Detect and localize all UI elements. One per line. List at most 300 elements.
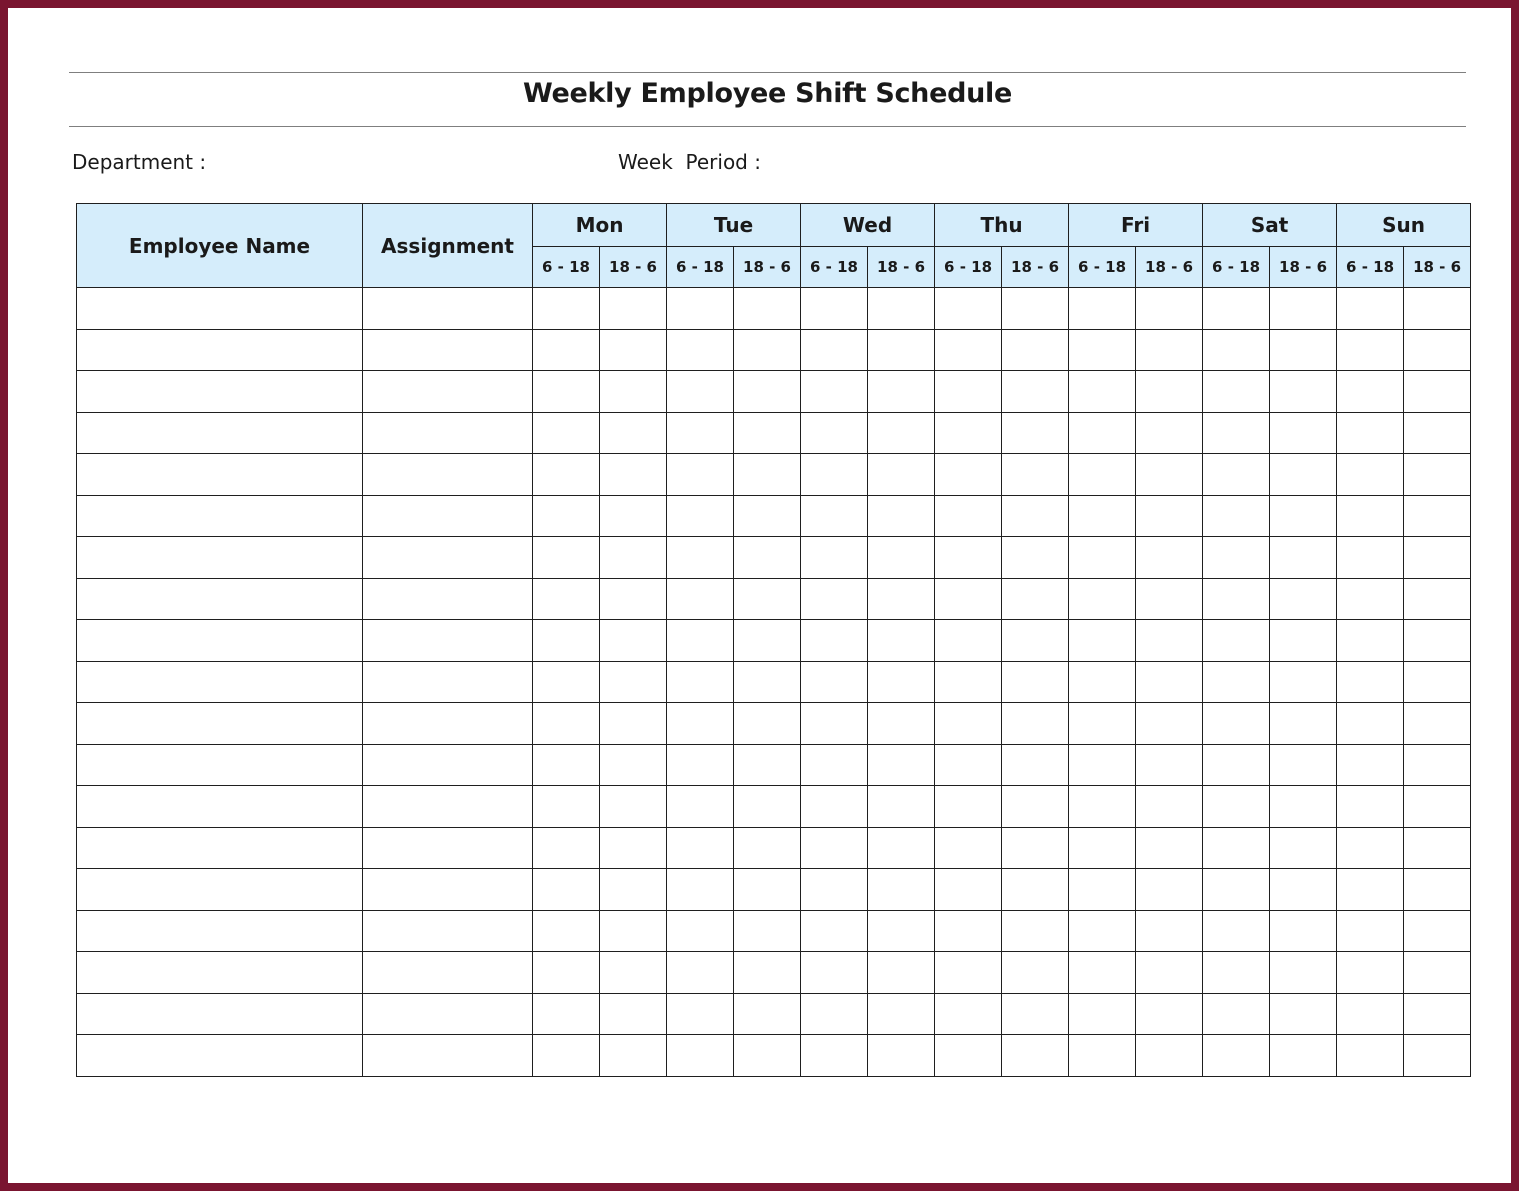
shift-cell[interactable]	[1136, 952, 1203, 994]
employee-name-cell[interactable]	[77, 869, 363, 911]
shift-cell[interactable]	[1337, 578, 1404, 620]
shift-cell[interactable]	[600, 495, 667, 537]
shift-cell[interactable]	[600, 910, 667, 952]
shift-cell[interactable]	[868, 454, 935, 496]
shift-cell[interactable]	[1069, 454, 1136, 496]
shift-cell[interactable]	[1002, 910, 1069, 952]
shift-cell[interactable]	[1002, 620, 1069, 662]
shift-cell[interactable]	[734, 454, 801, 496]
shift-cell[interactable]	[868, 952, 935, 994]
shift-cell[interactable]	[1136, 288, 1203, 330]
shift-cell[interactable]	[935, 786, 1002, 828]
shift-cell[interactable]	[1203, 869, 1270, 911]
employee-name-cell[interactable]	[77, 827, 363, 869]
shift-cell[interactable]	[667, 495, 734, 537]
shift-cell[interactable]	[533, 495, 600, 537]
shift-cell[interactable]	[935, 744, 1002, 786]
shift-cell[interactable]	[667, 412, 734, 454]
shift-cell[interactable]	[868, 910, 935, 952]
shift-cell[interactable]	[1002, 703, 1069, 745]
shift-cell[interactable]	[1337, 329, 1404, 371]
shift-cell[interactable]	[1136, 744, 1203, 786]
shift-cell[interactable]	[667, 454, 734, 496]
shift-cell[interactable]	[868, 827, 935, 869]
assignment-cell[interactable]	[363, 661, 533, 703]
shift-cell[interactable]	[734, 703, 801, 745]
shift-cell[interactable]	[935, 371, 1002, 413]
shift-cell[interactable]	[935, 288, 1002, 330]
assignment-cell[interactable]	[363, 620, 533, 662]
shift-cell[interactable]	[600, 288, 667, 330]
shift-cell[interactable]	[600, 869, 667, 911]
shift-cell[interactable]	[1069, 869, 1136, 911]
shift-cell[interactable]	[734, 288, 801, 330]
shift-cell[interactable]	[1002, 786, 1069, 828]
shift-cell[interactable]	[600, 744, 667, 786]
shift-cell[interactable]	[1404, 869, 1471, 911]
employee-name-cell[interactable]	[77, 578, 363, 620]
shift-cell[interactable]	[868, 620, 935, 662]
shift-cell[interactable]	[1136, 537, 1203, 579]
shift-cell[interactable]	[1069, 993, 1136, 1035]
shift-cell[interactable]	[1203, 744, 1270, 786]
shift-cell[interactable]	[600, 786, 667, 828]
shift-cell[interactable]	[1270, 329, 1337, 371]
shift-cell[interactable]	[1136, 993, 1203, 1035]
shift-cell[interactable]	[1337, 910, 1404, 952]
shift-cell[interactable]	[1404, 703, 1471, 745]
employee-name-cell[interactable]	[77, 329, 363, 371]
shift-cell[interactable]	[533, 454, 600, 496]
shift-cell[interactable]	[1270, 661, 1337, 703]
shift-cell[interactable]	[1270, 454, 1337, 496]
shift-cell[interactable]	[801, 495, 868, 537]
shift-cell[interactable]	[1002, 288, 1069, 330]
shift-cell[interactable]	[1136, 786, 1203, 828]
shift-cell[interactable]	[1203, 661, 1270, 703]
employee-name-cell[interactable]	[77, 910, 363, 952]
shift-cell[interactable]	[801, 1035, 868, 1077]
shift-cell[interactable]	[868, 993, 935, 1035]
assignment-cell[interactable]	[363, 869, 533, 911]
shift-cell[interactable]	[935, 578, 1002, 620]
shift-cell[interactable]	[533, 412, 600, 454]
shift-cell[interactable]	[533, 1035, 600, 1077]
employee-name-cell[interactable]	[77, 495, 363, 537]
shift-cell[interactable]	[1002, 329, 1069, 371]
shift-cell[interactable]	[600, 371, 667, 413]
shift-cell[interactable]	[1069, 1035, 1136, 1077]
shift-cell[interactable]	[801, 371, 868, 413]
shift-cell[interactable]	[1069, 620, 1136, 662]
shift-cell[interactable]	[1404, 910, 1471, 952]
shift-cell[interactable]	[1337, 288, 1404, 330]
employee-name-cell[interactable]	[77, 1035, 363, 1077]
shift-cell[interactable]	[1337, 371, 1404, 413]
shift-cell[interactable]	[734, 1035, 801, 1077]
employee-name-cell[interactable]	[77, 703, 363, 745]
shift-cell[interactable]	[1270, 744, 1337, 786]
shift-cell[interactable]	[1203, 288, 1270, 330]
shift-cell[interactable]	[1069, 744, 1136, 786]
shift-cell[interactable]	[533, 786, 600, 828]
shift-cell[interactable]	[1404, 1035, 1471, 1077]
shift-cell[interactable]	[1136, 703, 1203, 745]
employee-name-cell[interactable]	[77, 744, 363, 786]
shift-cell[interactable]	[801, 537, 868, 579]
shift-cell[interactable]	[600, 620, 667, 662]
employee-name-cell[interactable]	[77, 993, 363, 1035]
shift-cell[interactable]	[801, 952, 868, 994]
shift-cell[interactable]	[734, 371, 801, 413]
shift-cell[interactable]	[1337, 537, 1404, 579]
shift-cell[interactable]	[734, 952, 801, 994]
shift-cell[interactable]	[868, 329, 935, 371]
shift-cell[interactable]	[1203, 703, 1270, 745]
shift-cell[interactable]	[734, 744, 801, 786]
shift-cell[interactable]	[801, 827, 868, 869]
shift-cell[interactable]	[600, 537, 667, 579]
shift-cell[interactable]	[1404, 993, 1471, 1035]
shift-cell[interactable]	[533, 827, 600, 869]
shift-cell[interactable]	[1337, 786, 1404, 828]
shift-cell[interactable]	[1270, 993, 1337, 1035]
shift-cell[interactable]	[667, 578, 734, 620]
assignment-cell[interactable]	[363, 371, 533, 413]
shift-cell[interactable]	[1136, 454, 1203, 496]
shift-cell[interactable]	[801, 661, 868, 703]
assignment-cell[interactable]	[363, 412, 533, 454]
shift-cell[interactable]	[935, 827, 1002, 869]
shift-cell[interactable]	[1404, 952, 1471, 994]
employee-name-cell[interactable]	[77, 412, 363, 454]
shift-cell[interactable]	[801, 578, 868, 620]
assignment-cell[interactable]	[363, 495, 533, 537]
shift-cell[interactable]	[600, 952, 667, 994]
shift-cell[interactable]	[1270, 952, 1337, 994]
shift-cell[interactable]	[868, 744, 935, 786]
shift-cell[interactable]	[600, 454, 667, 496]
shift-cell[interactable]	[600, 827, 667, 869]
shift-cell[interactable]	[868, 371, 935, 413]
shift-cell[interactable]	[868, 1035, 935, 1077]
shift-cell[interactable]	[868, 786, 935, 828]
shift-cell[interactable]	[801, 744, 868, 786]
shift-cell[interactable]	[734, 578, 801, 620]
shift-cell[interactable]	[1270, 1035, 1337, 1077]
shift-cell[interactable]	[1404, 288, 1471, 330]
shift-cell[interactable]	[1270, 869, 1337, 911]
shift-cell[interactable]	[801, 786, 868, 828]
shift-cell[interactable]	[533, 537, 600, 579]
shift-cell[interactable]	[1404, 371, 1471, 413]
assignment-cell[interactable]	[363, 993, 533, 1035]
shift-cell[interactable]	[734, 329, 801, 371]
shift-cell[interactable]	[1002, 744, 1069, 786]
shift-cell[interactable]	[1136, 1035, 1203, 1077]
shift-cell[interactable]	[868, 495, 935, 537]
shift-cell[interactable]	[1069, 288, 1136, 330]
shift-cell[interactable]	[935, 703, 1002, 745]
shift-cell[interactable]	[801, 869, 868, 911]
shift-cell[interactable]	[533, 910, 600, 952]
assignment-cell[interactable]	[363, 454, 533, 496]
shift-cell[interactable]	[1337, 952, 1404, 994]
shift-cell[interactable]	[1002, 869, 1069, 911]
shift-cell[interactable]	[600, 578, 667, 620]
employee-name-cell[interactable]	[77, 661, 363, 703]
shift-cell[interactable]	[1270, 703, 1337, 745]
shift-cell[interactable]	[1002, 661, 1069, 703]
shift-cell[interactable]	[801, 910, 868, 952]
shift-cell[interactable]	[533, 869, 600, 911]
shift-cell[interactable]	[1404, 620, 1471, 662]
shift-cell[interactable]	[1069, 703, 1136, 745]
shift-cell[interactable]	[935, 869, 1002, 911]
shift-cell[interactable]	[667, 993, 734, 1035]
shift-cell[interactable]	[1270, 288, 1337, 330]
shift-cell[interactable]	[533, 578, 600, 620]
assignment-cell[interactable]	[363, 952, 533, 994]
shift-cell[interactable]	[1069, 578, 1136, 620]
shift-cell[interactable]	[1270, 827, 1337, 869]
shift-cell[interactable]	[801, 993, 868, 1035]
shift-cell[interactable]	[935, 1035, 1002, 1077]
shift-cell[interactable]	[667, 371, 734, 413]
employee-name-cell[interactable]	[77, 786, 363, 828]
shift-cell[interactable]	[1404, 661, 1471, 703]
shift-cell[interactable]	[734, 661, 801, 703]
shift-cell[interactable]	[1337, 703, 1404, 745]
shift-cell[interactable]	[1270, 371, 1337, 413]
shift-cell[interactable]	[1136, 495, 1203, 537]
shift-cell[interactable]	[734, 910, 801, 952]
shift-cell[interactable]	[1069, 329, 1136, 371]
shift-cell[interactable]	[935, 454, 1002, 496]
employee-name-cell[interactable]	[77, 952, 363, 994]
shift-cell[interactable]	[1069, 910, 1136, 952]
shift-cell[interactable]	[1404, 329, 1471, 371]
shift-cell[interactable]	[1203, 412, 1270, 454]
shift-cell[interactable]	[1002, 827, 1069, 869]
assignment-cell[interactable]	[363, 827, 533, 869]
shift-cell[interactable]	[1002, 454, 1069, 496]
shift-cell[interactable]	[734, 827, 801, 869]
shift-cell[interactable]	[1136, 661, 1203, 703]
shift-cell[interactable]	[1136, 620, 1203, 662]
shift-cell[interactable]	[667, 1035, 734, 1077]
assignment-cell[interactable]	[363, 288, 533, 330]
assignment-cell[interactable]	[363, 1035, 533, 1077]
shift-cell[interactable]	[1203, 827, 1270, 869]
shift-cell[interactable]	[1203, 454, 1270, 496]
shift-cell[interactable]	[1203, 371, 1270, 413]
shift-cell[interactable]	[1337, 412, 1404, 454]
shift-cell[interactable]	[1404, 744, 1471, 786]
shift-cell[interactable]	[1337, 661, 1404, 703]
shift-cell[interactable]	[1136, 371, 1203, 413]
shift-cell[interactable]	[533, 620, 600, 662]
shift-cell[interactable]	[868, 869, 935, 911]
shift-cell[interactable]	[935, 993, 1002, 1035]
shift-cell[interactable]	[667, 786, 734, 828]
shift-cell[interactable]	[734, 786, 801, 828]
shift-cell[interactable]	[1069, 371, 1136, 413]
shift-cell[interactable]	[801, 620, 868, 662]
shift-cell[interactable]	[600, 993, 667, 1035]
shift-cell[interactable]	[734, 869, 801, 911]
shift-cell[interactable]	[801, 412, 868, 454]
shift-cell[interactable]	[1203, 495, 1270, 537]
shift-cell[interactable]	[734, 993, 801, 1035]
shift-cell[interactable]	[667, 952, 734, 994]
shift-cell[interactable]	[935, 412, 1002, 454]
shift-cell[interactable]	[734, 495, 801, 537]
shift-cell[interactable]	[1270, 910, 1337, 952]
shift-cell[interactable]	[1002, 952, 1069, 994]
assignment-cell[interactable]	[363, 703, 533, 745]
assignment-cell[interactable]	[363, 744, 533, 786]
shift-cell[interactable]	[1002, 1035, 1069, 1077]
shift-cell[interactable]	[1069, 786, 1136, 828]
shift-cell[interactable]	[533, 661, 600, 703]
shift-cell[interactable]	[868, 288, 935, 330]
shift-cell[interactable]	[667, 537, 734, 579]
shift-cell[interactable]	[533, 329, 600, 371]
shift-cell[interactable]	[1203, 1035, 1270, 1077]
shift-cell[interactable]	[1069, 827, 1136, 869]
shift-cell[interactable]	[1337, 869, 1404, 911]
shift-cell[interactable]	[1136, 869, 1203, 911]
shift-cell[interactable]	[935, 661, 1002, 703]
shift-cell[interactable]	[1404, 537, 1471, 579]
shift-cell[interactable]	[1203, 952, 1270, 994]
shift-cell[interactable]	[1069, 952, 1136, 994]
shift-cell[interactable]	[1136, 412, 1203, 454]
shift-cell[interactable]	[1337, 620, 1404, 662]
shift-cell[interactable]	[667, 703, 734, 745]
shift-cell[interactable]	[868, 703, 935, 745]
shift-cell[interactable]	[533, 371, 600, 413]
shift-cell[interactable]	[935, 952, 1002, 994]
shift-cell[interactable]	[1270, 537, 1337, 579]
shift-cell[interactable]	[1337, 827, 1404, 869]
shift-cell[interactable]	[935, 329, 1002, 371]
shift-cell[interactable]	[868, 661, 935, 703]
shift-cell[interactable]	[1203, 537, 1270, 579]
shift-cell[interactable]	[1136, 910, 1203, 952]
shift-cell[interactable]	[1337, 1035, 1404, 1077]
assignment-cell[interactable]	[363, 578, 533, 620]
shift-cell[interactable]	[667, 827, 734, 869]
shift-cell[interactable]	[1404, 412, 1471, 454]
shift-cell[interactable]	[1002, 578, 1069, 620]
shift-cell[interactable]	[1069, 537, 1136, 579]
shift-cell[interactable]	[935, 495, 1002, 537]
shift-cell[interactable]	[1203, 329, 1270, 371]
shift-cell[interactable]	[600, 329, 667, 371]
employee-name-cell[interactable]	[77, 288, 363, 330]
shift-cell[interactable]	[1069, 495, 1136, 537]
shift-cell[interactable]	[868, 537, 935, 579]
shift-cell[interactable]	[1270, 786, 1337, 828]
shift-cell[interactable]	[935, 537, 1002, 579]
shift-cell[interactable]	[734, 537, 801, 579]
employee-name-cell[interactable]	[77, 454, 363, 496]
shift-cell[interactable]	[1404, 454, 1471, 496]
shift-cell[interactable]	[667, 620, 734, 662]
shift-cell[interactable]	[1203, 578, 1270, 620]
shift-cell[interactable]	[1404, 786, 1471, 828]
shift-cell[interactable]	[801, 329, 868, 371]
shift-cell[interactable]	[533, 993, 600, 1035]
shift-cell[interactable]	[667, 869, 734, 911]
shift-cell[interactable]	[935, 620, 1002, 662]
shift-cell[interactable]	[1002, 412, 1069, 454]
shift-cell[interactable]	[1002, 495, 1069, 537]
assignment-cell[interactable]	[363, 910, 533, 952]
shift-cell[interactable]	[1002, 993, 1069, 1035]
shift-cell[interactable]	[1337, 454, 1404, 496]
shift-cell[interactable]	[1270, 578, 1337, 620]
shift-cell[interactable]	[1404, 495, 1471, 537]
shift-cell[interactable]	[1203, 910, 1270, 952]
shift-cell[interactable]	[667, 910, 734, 952]
shift-cell[interactable]	[1270, 495, 1337, 537]
shift-cell[interactable]	[935, 910, 1002, 952]
shift-cell[interactable]	[1404, 578, 1471, 620]
shift-cell[interactable]	[1270, 412, 1337, 454]
shift-cell[interactable]	[1337, 993, 1404, 1035]
employee-name-cell[interactable]	[77, 620, 363, 662]
shift-cell[interactable]	[533, 952, 600, 994]
shift-cell[interactable]	[533, 288, 600, 330]
shift-cell[interactable]	[1002, 371, 1069, 413]
shift-cell[interactable]	[600, 412, 667, 454]
shift-cell[interactable]	[801, 703, 868, 745]
shift-cell[interactable]	[600, 703, 667, 745]
shift-cell[interactable]	[1136, 578, 1203, 620]
shift-cell[interactable]	[1002, 537, 1069, 579]
employee-name-cell[interactable]	[77, 537, 363, 579]
shift-cell[interactable]	[533, 703, 600, 745]
shift-cell[interactable]	[801, 288, 868, 330]
shift-cell[interactable]	[734, 620, 801, 662]
shift-cell[interactable]	[868, 578, 935, 620]
shift-cell[interactable]	[667, 288, 734, 330]
shift-cell[interactable]	[1069, 661, 1136, 703]
assignment-cell[interactable]	[363, 537, 533, 579]
shift-cell[interactable]	[1136, 827, 1203, 869]
shift-cell[interactable]	[801, 454, 868, 496]
shift-cell[interactable]	[600, 1035, 667, 1077]
shift-cell[interactable]	[667, 329, 734, 371]
shift-cell[interactable]	[1136, 329, 1203, 371]
shift-cell[interactable]	[1404, 827, 1471, 869]
shift-cell[interactable]	[1337, 495, 1404, 537]
shift-cell[interactable]	[868, 412, 935, 454]
shift-cell[interactable]	[734, 412, 801, 454]
assignment-cell[interactable]	[363, 329, 533, 371]
shift-cell[interactable]	[1069, 412, 1136, 454]
shift-cell[interactable]	[1203, 786, 1270, 828]
assignment-cell[interactable]	[363, 786, 533, 828]
shift-cell[interactable]	[1203, 993, 1270, 1035]
shift-cell[interactable]	[1337, 744, 1404, 786]
shift-cell[interactable]	[667, 661, 734, 703]
shift-cell[interactable]	[667, 744, 734, 786]
shift-cell[interactable]	[1270, 620, 1337, 662]
